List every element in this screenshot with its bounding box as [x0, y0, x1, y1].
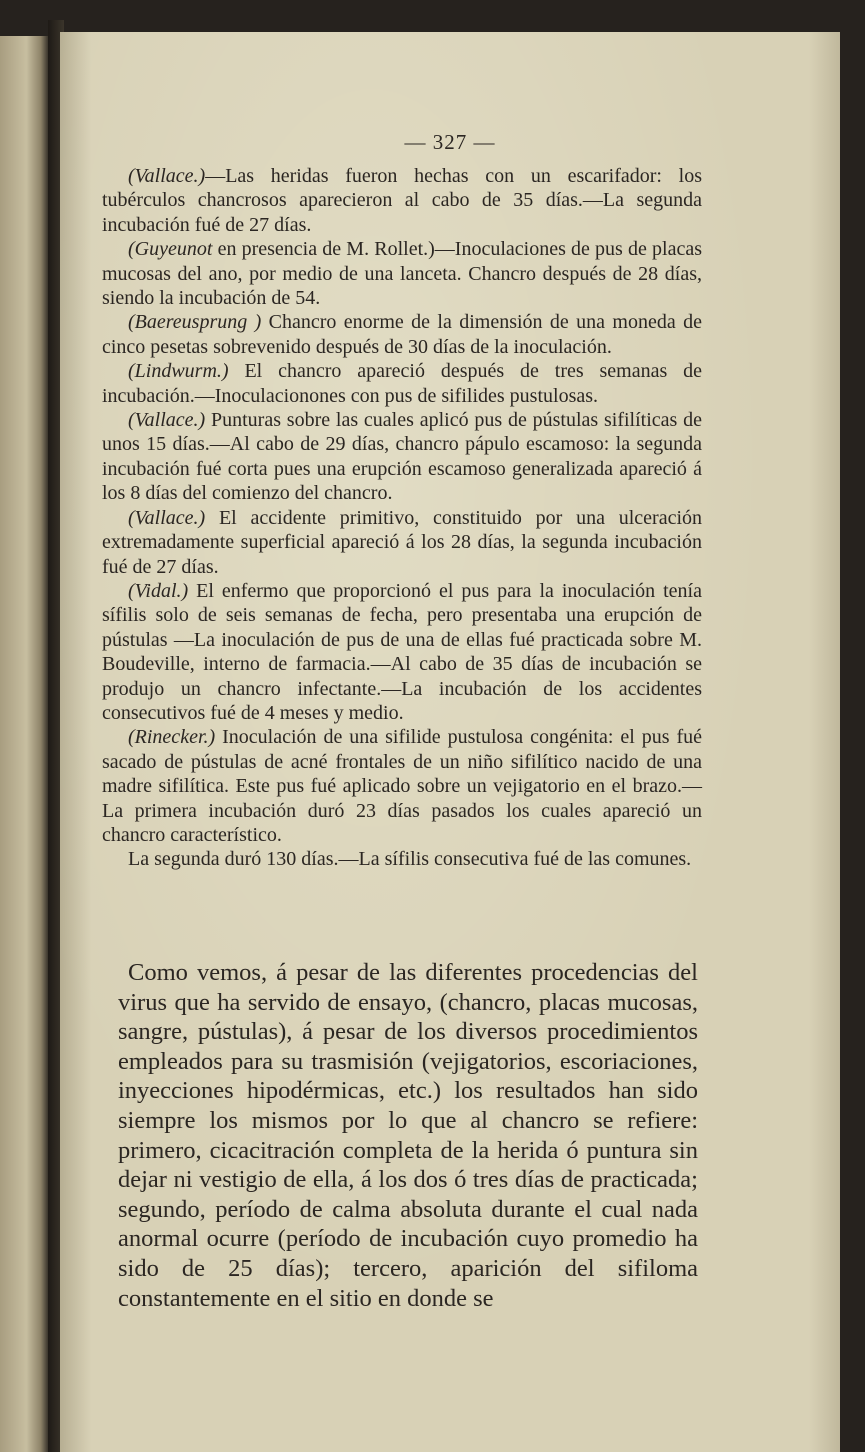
case-note: [102, 847, 702, 871]
case-note: [102, 164, 702, 237]
case-note: [102, 725, 702, 847]
case-note: [102, 506, 702, 579]
case-author: (Rinecker.): [128, 726, 216, 749]
case-note: [102, 237, 702, 310]
case-author: (Vallace.): [128, 506, 206, 529]
case-author: (Baereusprung ): [128, 311, 262, 334]
case-text: Inoculación de una sifilide pustulosa congénita: el pus fué sacado de pústulas de acné frontales de un niño sifilítico nacido de una madre sifilítica. Este pus fué aplicado sobre un vejigatorio en el brazo.—La primera incubación duró 23 días pasados los cuales apareció un chancro característico.: [102, 726, 702, 846]
main-text: [118, 958, 698, 1313]
case-text: Chancro enorme de la dimensión de una moneda de cinco pesetas sobrevenido después de 30 días de la inoculación.: [102, 311, 702, 358]
case-author: (Guyeunot: [128, 238, 213, 261]
previous-page-edge: [0, 36, 48, 1452]
case-text: El accidente primitivo, constituido por una ulceración extremadamente superficial apareció á los 28 días, la segunda incubación fué de 27 días.: [102, 506, 702, 578]
case-author: (Vallace.): [128, 165, 206, 187]
case-text: El enfermo que proporcionó el pus para la inoculación tenía sífilis solo de seis semanas de fecha, pero presentaba una erupción de pústulas —La inoculación de pus de una de ellas fué practicada sobre M. Boudeville, interno de farmacia.—Al cabo de 35 días de incubación se produjo un chancro infectante.—La incubación de los accidentes consecutivos fué de 4 meses y medio.: [102, 579, 702, 724]
case-text: La segunda duró 130 días.—La sífilis consecutiva fué de las comunes.: [128, 848, 692, 871]
case-text: Punturas sobre las cuales aplicó pus de pústulas sifilíticas de unos 15 días.—Al cabo de 29 días, chancro pápulo escamoso: la segunda incubación fué corta pues una erupción escamoso generalizada apareció á los 8 días del comienzo del chancro.: [102, 409, 702, 505]
case-note: [102, 359, 702, 408]
main-paragraph: Como vemos, á pesar de las diferentes procedencias del virus que ha servido de ensayo, (chancro, placas mucosas, sangre, pústulas), á pesar de los diversos procedimientos empleados para su trasmisión (vejigatorios, escoriaciones, inyecciones hipodérmicas, etc.) los resultados han sido siempre los mismos por lo que al chancro se refiere: primero, cicacitración completa de la herida ó puntura sin dejar ni vestigio de ella, á los dos ó tres días de practicada; segundo, período de calma absoluta durante el cual nada anormal ocurre (período de incubación cuyo promedio ha sido de 25 días); tercero, aparición del sifiloma constantemente en el sitio en donde se: [118, 959, 698, 1312]
case-text: El chancro apareció después de tres semanas de incubación.—Inoculacionones con pus de sifilides pustulosas.: [102, 360, 702, 407]
case-note: [102, 310, 702, 359]
case-author: (Vidal.): [128, 579, 189, 602]
case-text: en presencia de M. Rollet.)—Inoculaciones de pus de placas mucosas del ano, por medio de una lanceta. Chancro después de 28 días, siendo la incubación de 54.: [102, 238, 702, 310]
case-author: (Lindwurm.): [128, 360, 229, 383]
case-text: —Las heridas fueron hechas con un escarifador: los tubérculos chancrosos aparecieron al cabo de 35 días.—La segunda incubación fué de 27 días.: [102, 165, 702, 236]
book-page: [60, 32, 840, 1452]
page-number: — 327 —: [404, 130, 496, 154]
case-author: (Vallace.): [128, 409, 206, 432]
case-note: [102, 408, 702, 506]
case-notes: [102, 164, 702, 872]
case-note: [102, 579, 702, 725]
